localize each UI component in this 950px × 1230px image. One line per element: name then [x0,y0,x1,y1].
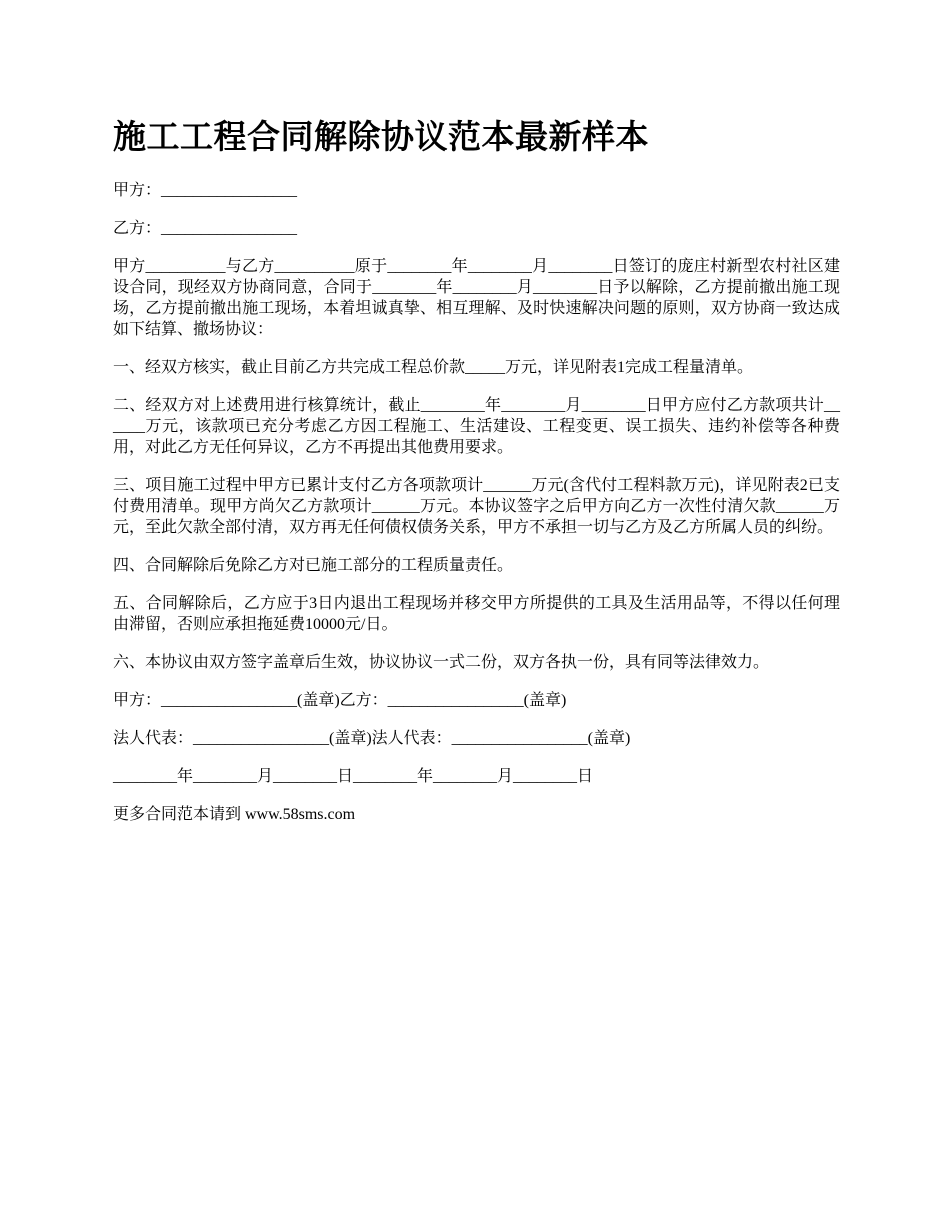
document-page [113,108,840,842]
signature-parties: 甲方：_________________(盖章)乙方：_________________(盖章) [113,692,567,709]
document-title: 施工工程合同解除协议范本最新样本 [113,117,649,156]
footer-link-text: 更多合同范本请到 www.58sms.com [113,806,356,823]
signature-representatives: 法人代表：_________________(盖章)法人代表：_________________(盖章) [113,730,631,747]
party-b-line: 乙方：_________________ [113,220,298,237]
clause-5: 五、合同解除后，乙方应于3日内退出工程现场并移交甲方所提供的工具及生活用品等，不得以任何理由滞留，否则应承担拖延费10000元/日。 [113,595,840,633]
clause-3: 三、项目施工过程中甲方已累计支付乙方各项款项计______万元(含代付工程料款万元)，详见附表2已支付费用清单。现甲方尚欠乙方款项计______万元。本协议签字之后甲方向乙方一次性付清欠款______万元，至此欠款全部付清，双方再无任何债权债务关系，甲方不承担一切与乙方及乙方所属人员的纠纷。 [113,477,840,536]
clause-1: 一、经双方核实，截止目前乙方共完成工程总价款_____万元，详见附表1完成工程量清单。 [113,359,754,376]
party-a-line: 甲方：_________________ [113,182,298,199]
clause-6: 六、本协议由双方签字盖章后生效，协议协议一式二份，双方各执一份，具有同等法律效力。 [113,654,770,671]
clause-2: 二、经双方对上述费用进行核算统计，截止________年________月________日甲方应付乙方款项共计______万元，该款项已充分考虑乙方因工程施工、生活建设、工程变更、误工损失、违约补偿等各种费用，对此乙方无任何异议，乙方不再提出其他费用要求。 [113,397,840,456]
clause-4: 四、合同解除后免除乙方对已施工部分的工程质量责任。 [113,557,514,574]
intro-paragraph: 甲方__________与乙方__________原于________年________月________日签订的庞庄村新型农村社区建设合同，现经双方协商同意，合同于________年________月________日予以解除，乙方提前撤出施工现场，乙方提前撤出施工现场，本着坦诚真挚、相互理解、及时快速解决问题的原则，双方协商一致达成如下结算、撤场协议： [113,258,840,338]
signature-dates: ________年________月________日________年________月________日 [113,768,594,785]
